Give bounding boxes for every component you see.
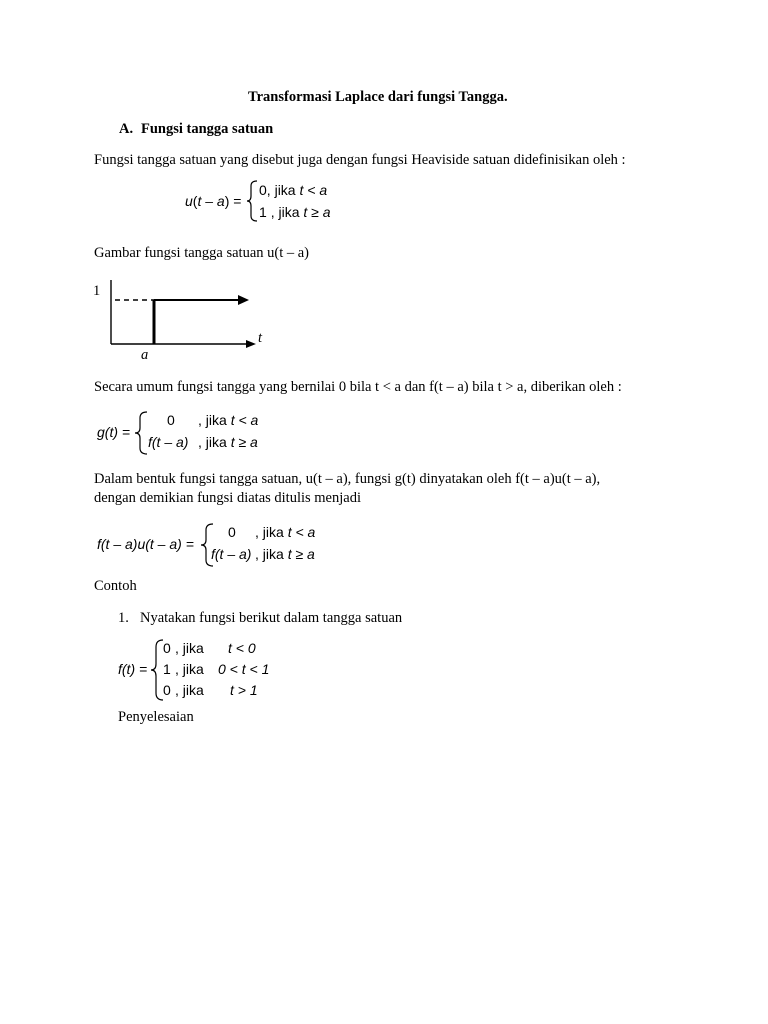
eq-g-case2: , jika t ≥ a	[198, 434, 258, 450]
eq-ex-row1-val: 0	[163, 640, 171, 656]
graph-y-label: 1	[93, 283, 101, 299]
eq-ex-row3-word: , jika	[175, 682, 204, 698]
intro-text: Fungsi tangga satuan yang disebut juga dengan fungsi Heaviside satuan didefinisikan oleh :	[94, 152, 626, 168]
satuan-text-1: Dalam bentuk fungsi tangga satuan, u(t – a), fungsi g(t) dinyatakan oleh f(t – a)u(t – a),	[94, 471, 601, 487]
page-title: Transformasi Laplace dari fungsi Tangga.	[248, 89, 508, 105]
eq-g-case1: , jika t < a	[198, 412, 259, 428]
eq-f-case1-val: 0	[228, 524, 236, 540]
penyelesaian-heading: Penyelesaian	[118, 709, 194, 725]
section-a-heading: Fungsi tangga satuan	[141, 121, 274, 137]
satuan-text-2: dengan demikian fungsi diatas ditulis menjadi	[94, 490, 361, 506]
example-text: Nyatakan fungsi berikut dalam tangga satuan	[140, 610, 403, 626]
eq-u-brace	[247, 180, 259, 222]
example-number: 1.	[118, 610, 129, 626]
eq-ex-row3-cond: t > 1	[230, 682, 258, 698]
general-text: Secara umum fungsi tangga yang bernilai 0 bila t < a dan f(t – a) bila t > a, diberikan oleh :	[94, 379, 622, 395]
eq-g-case1-val: 0	[167, 412, 175, 428]
eq-u-lhs: u(t – a) =	[185, 193, 242, 209]
graph-a-label: a	[141, 347, 149, 363]
contoh-heading: Contoh	[94, 578, 137, 594]
gambar-text: Gambar fungsi tangga satuan u(t – a)	[94, 245, 310, 261]
eq-g-lhs: g(t) =	[97, 424, 131, 440]
eq-ex-row2-val: 1	[163, 661, 171, 677]
eq-ex-row2-word: , jika	[175, 661, 204, 677]
graph-x-label: t	[258, 330, 263, 346]
section-a-label: A.	[119, 121, 134, 137]
eq-ex-row3-val: 0	[163, 682, 171, 698]
eq-ex-row2-cond: 0 < t < 1	[218, 661, 270, 677]
eq-g-brace	[135, 411, 149, 455]
eq-f-case2-val: f(t – a)	[211, 546, 252, 562]
eq-f-lhs: f(t – a)u(t – a) =	[97, 536, 194, 552]
eq-u-case1: 0, jika t < a	[259, 182, 328, 198]
eq-u-case2: 1 , jika t ≥ a	[259, 204, 331, 220]
eq-ex-row1-word: , jika	[175, 640, 204, 656]
graph-axes	[96, 276, 266, 366]
eq-ex-row1-cond: t < 0	[228, 640, 256, 656]
eq-f-case1: , jika t < a	[255, 524, 316, 540]
eq-ex-lhs: f(t) =	[118, 661, 148, 677]
eq-g-case2-val: f(t – a)	[148, 434, 189, 450]
eq-f-case2: , jika t ≥ a	[255, 546, 315, 562]
